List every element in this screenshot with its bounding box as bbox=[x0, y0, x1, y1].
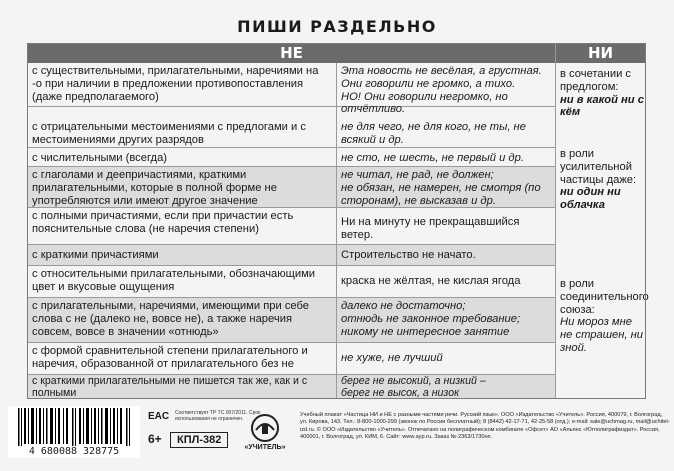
rule-text: с существительными, прилагательными, наречиями на -о при наличии в предложении противопоставления (даже предполагаемого) bbox=[32, 65, 319, 103]
header-ni: НИ bbox=[556, 43, 645, 63]
table-frame bbox=[27, 43, 649, 399]
ni-rule: в роли усилительной частицы даже: ни один ни облачка bbox=[560, 148, 637, 212]
example-text: не сто, не шесть, не первый и др. bbox=[341, 152, 524, 164]
rule-text: с относительными прилагательными, обозначающими цвет и вкусовые ощущения bbox=[32, 268, 316, 293]
example-text: Строительство не начато. bbox=[341, 249, 476, 261]
rule-text: с отрицательными местоимениями с предлогами и с местоимениями других разрядов bbox=[32, 121, 306, 146]
ni-rule: в роли соединительного союза: Ни мороз мне не страшен, ни зной. bbox=[560, 278, 649, 354]
header-ne: НЕ bbox=[28, 43, 555, 63]
eac-mark: EAC bbox=[148, 411, 170, 422]
example-text: Ни на минуту не прекращавшийся ветер. bbox=[341, 216, 520, 241]
publisher-info: Учебный плакат «Частица НИ и НЕ с разными частями речи. Русский язык». ООО «Издательство «Учитель». Россия, 400079, г. Волгоград, ул. Кирова, 143. Тел.: 8-800-1000-299 (звонок по России бесплатный); 8 (8442) 42-17-71, 42-25-58 (отд.); e-mail: sale@uchmag.ru, mail@uchitel-izd.ru. © ООО «Издательство «Учитель». Отпечатано на полиграфическом комбинате «Офсет» АО «Альянс «Югполиграфиздат». Россия, 400001, г. Волгоград, ул. КИМ, 6. Сайт: www.ayp.ru. Заказ № 2363/1730нп. bbox=[300, 412, 670, 441]
example-text: краска не жёлтая, не кислая ягода bbox=[341, 275, 521, 287]
example-text: далеко не достаточно; отнюдь не законное требование; никому не интересное занятие bbox=[341, 300, 521, 338]
rule-text: с полными причастиями, если при причастии есть пояснительные слова (не наречия степени) bbox=[32, 210, 294, 235]
rule-text: с краткими причастиями bbox=[32, 249, 159, 261]
rule-text: с краткими прилагательными не пишется так же, как и с полными bbox=[32, 375, 308, 399]
rule-text: с числительными (всегда) bbox=[32, 152, 168, 164]
ni-rule: в сочетании с предлогом: ни в какой ни с кём bbox=[560, 68, 644, 119]
example-text: берег не высокий, а низкий – берег не высок, а низок bbox=[341, 375, 486, 399]
rule-text: с формой сравнительной степени прилагательного и наречия, образованной от прилагательного без не bbox=[32, 345, 308, 370]
product-code: КПЛ-382 bbox=[170, 432, 228, 448]
certificate-text: Соответствует ТР ТС 007/2011. Срок использования не ограничен. bbox=[175, 410, 261, 422]
example-text: Эта новость не весёлая, а грустная. Они говорили не громко, а тихо. НО! Они говорили негромко, но отчётливо. bbox=[341, 65, 542, 116]
example-text: не для чего, не для кого, не ты, не всякий и др. bbox=[341, 121, 526, 146]
rule-text: с прилагательными, наречиями, имеющими при себе слова с не (далеко не, вовсе не), а также наречия совсем, вовсе в значении «отнюдь» bbox=[32, 300, 310, 338]
poster-title: ПИШИ РАЗДЕЛЬНО bbox=[237, 17, 437, 36]
barcode-number: 4 680088 328775 bbox=[8, 446, 140, 457]
example-text: не хуже, не лучший bbox=[341, 352, 443, 364]
example-text: не читал, не рад, не должен; не обязан, не намерен, не смотря (по сторонам), не высказав и др. bbox=[341, 169, 541, 207]
publisher-name: «УЧИТЕЛЬ» bbox=[244, 444, 286, 451]
age-rating: 6+ bbox=[148, 432, 162, 446]
rule-text: с глаголами и деепричастиями, краткими прилагательными, которые в полной форме не употребляются или имеют другое значение bbox=[32, 169, 277, 207]
